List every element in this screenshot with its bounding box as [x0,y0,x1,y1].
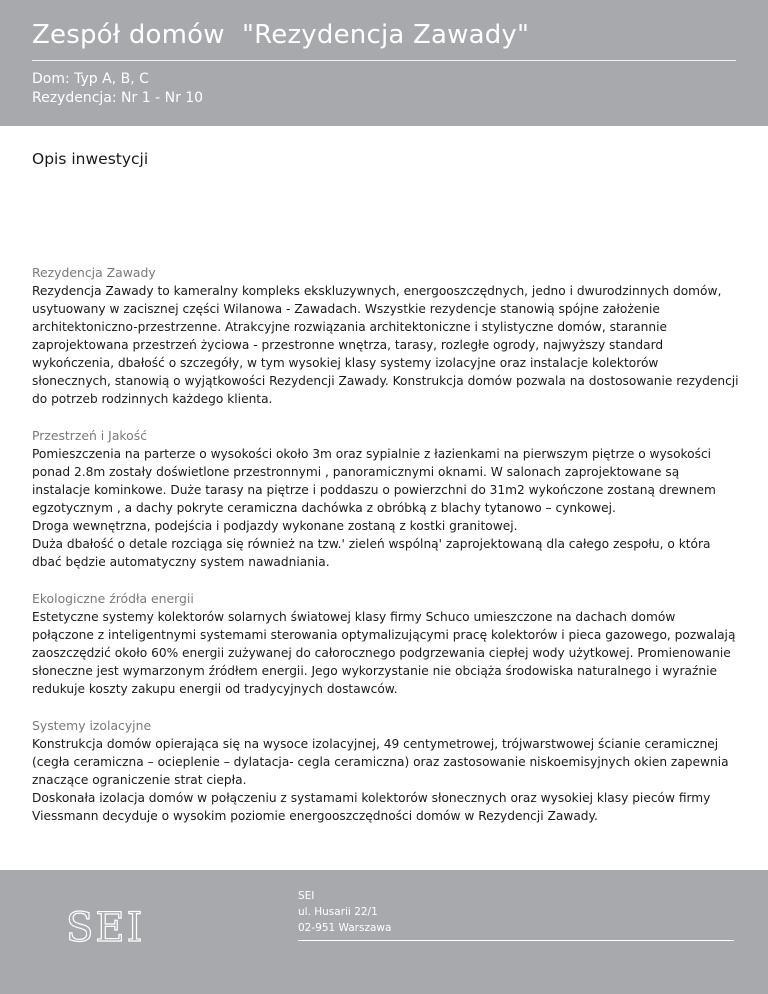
block-title: Ekologiczne źródła energii [32,591,194,606]
title-residence: "Rezydencja Zawady" [242,20,530,50]
content-body [32,264,740,844]
address-city: 02-951 Warszawa [298,922,392,934]
block-paragraph: Droga wewnętrzna, podejścia i podjazdy wykonane zostaną z kostki granitowej. [32,519,518,533]
company-address [298,888,391,936]
block-paragraph: Rezydencja Zawady to kameralny kompleks ekskluzywnych, energooszczędnych, jedno i dwurodzinnych domów, usytuowany w zacisznej części Wilanowa - Zawadach. Wszystkie rezydencje stanowią spójne założenie architektoniczno-przestrzenne. Atrakcyjne rozwiązania architektoniczne i stylistyczne domów, starannie zaprojektowana przestrzeń życiowa - przestronne wnętrza, tarasy, rozległe ogrody, najwyższy standard wykończenia, dbałość o szczegóły, w tym wysokiej klasy systemy izolacyjne oraz instalacje kolektorów słonecznych, stanowią o wyjątkowości Rezydencji Zawady. Konstrukcja domów pozwala na dostosowanie rezydencji do potrzeb rodzinnych każdego klienta. [32,284,739,406]
block-title: Systemy izolacyjne [32,718,152,733]
block-title: Rezydencja Zawady [32,265,156,280]
footer-divider [298,940,734,941]
residence-numbers: Rezydencja: Nr 1 - Nr 10 [32,90,204,106]
header-band [0,0,768,126]
footer-band [0,870,768,994]
header-meta [32,70,203,108]
section-heading: Opis inwestycji [32,150,149,168]
house-types: Dom: Typ A, B, C [32,71,149,87]
block-rezydencja [32,264,740,408]
title-complex: Zespół domów [32,20,225,50]
block-paragraph: Doskonała izolacja domów w połączeniu z systamami kolektorów słonecznych oraz wysokiej klasy pieców firmy Viessmann decyduje o wysokim poziomie energooszczędności domów w Rezydencji Zawady. [32,791,711,823]
sei-logo: SEI [66,905,145,951]
block-paragraph: Duża dbałość o detale rozciąga się również na tzw.' zieleń wspólną' zaprojektowaną dla całego zespołu, o która dbać będzie automatyczny system nawadniania. [32,537,711,569]
address-street: ul. Husarii 22/1 [298,906,378,918]
block-przestrzen [32,427,740,571]
header-divider [32,60,736,61]
block-izolacja [32,717,740,825]
block-ekologiczne [32,590,740,698]
block-paragraph: Estetyczne systemy kolektorów solarnych światowej klasy firmy Schuco umieszczone na dachach domów połączone z inteligentnymi systemami sterowania optymalizującymi pracę kolektorów i pieca gazowego, pozwalają zaoszczędzić około 60% energii zużywanej do całorocznego podgrzewania ciepłej wody użytkowej. Promienowanie słoneczne jest wymarzonym źródłem energii. Jego wykorzystanie nie obciąża środowiska naturalnego i wyraźnie redukuje koszty zakupu energii od tradycyjnych dostawców. [32,610,736,696]
block-title: Przestrzeń i Jakość [32,428,148,443]
block-paragraph: Pomieszczenia na parterze o wysokości około 3m oraz sypialnie z łazienkami na pierwszym piętrze o wysokości ponad 2.8m zostały doświetlone przestronnymi , panoramicznymi oknami. W salonach zaprojektowane są instalacje kominkowe. Duże tarasy na piętrze i poddaszu o powierzchni do 31m2 wykończone zostaną drewnem egzotycznym , a dachy pokryte ceramiczna dachówka z obróbką z blachy tytanowo – cynkowej. [32,447,716,515]
block-paragraph: Konstrukcja domów opierająca się na wysoce izolacyjnej, 49 centymetrowej, trójwarstwowej ścianie ceramicznej (cegła ceramiczna – ocieplenie – dylatacja- cegla ceramiczna) oraz zastosowanie niskoemisyjnych okien zapewnia znaczące ograniczenie strat ciepła. [32,737,729,787]
address-company: SEI [298,890,315,902]
